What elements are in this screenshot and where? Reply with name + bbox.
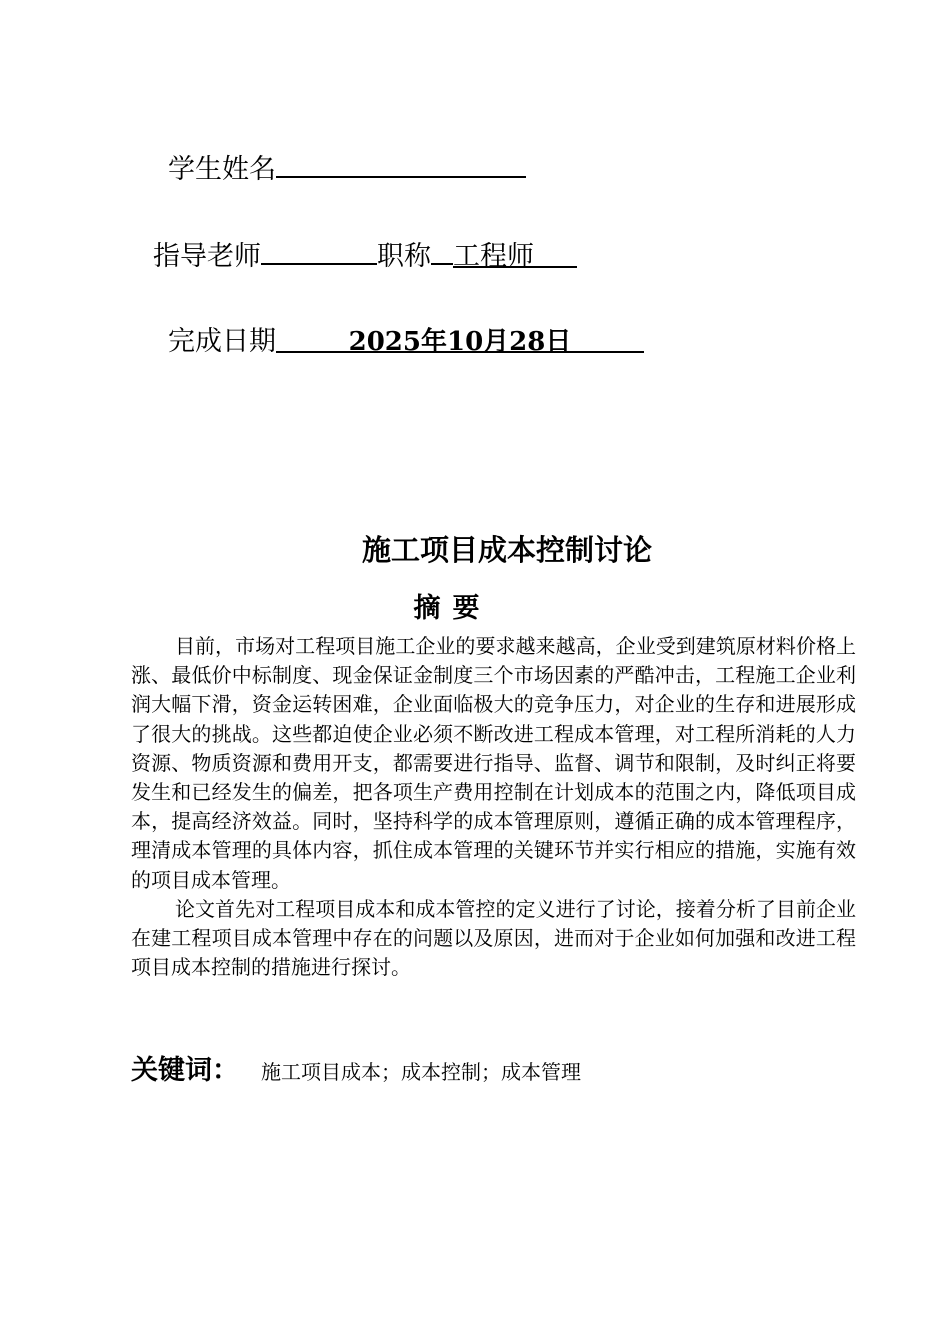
student-name-label: 学生姓名: [168, 154, 276, 185]
abstract-body: [131, 632, 856, 982]
title-rank-field[interactable]: 工程师: [453, 240, 577, 268]
completion-date-label: 完成日期: [168, 326, 276, 357]
completion-date-field[interactable]: 2025年10月28日: [276, 325, 644, 353]
advisor-label: 指导老师: [153, 241, 261, 272]
advisor-field[interactable]: [261, 237, 377, 265]
student-name-row: [168, 150, 526, 187]
student-name-field[interactable]: [276, 150, 526, 178]
paper-title: 施工项目成本控制讨论: [361, 533, 652, 567]
keywords-label: 关键词：: [131, 1055, 239, 1086]
advisor-row: [153, 237, 577, 274]
abstract-paragraph-2: 论文首先对工程项目成本和成本管控的定义进行了讨论，接着分析了目前企业在建工程项目成本管理中存在的问题以及原因，进而对于企业如何加强和改进工程项目成本控制的措施进行探讨。: [131, 896, 856, 980]
title-rank-label: 职称: [377, 241, 431, 272]
abstract-paragraph-1: 目前，市场对工程项目施工企业的要求越来越高，企业受到建筑原材料价格上涨、最低价中标制度、现金保证金制度三个市场因素的严酷冲击，工程施工企业利润大幅下滑，资金运转困难，企业面临极大的竞争压力，对企业的生存和进展形成了很大的挑战。这些都迫使企业必须不断改进工程成本管理，对工程所消耗的人力资源、物质资源和费用开支，都需要进行指导、监督、调节和限制，及时纠正将要发生和已经发生的偏差，把各项生产费用控制在计划成本的范围之内，降低项目成本，提高经济效益。同时，坚持科学的成本管理原则，遵循正确的成本管理程序，理清成本管理的具体内容，抓住成本管理的关键环节并实行相应的措施，实施有效的项目成本管理。: [131, 634, 856, 892]
keywords-text: 施工项目成本；成本控制；成本管理: [261, 1060, 581, 1084]
keywords-row: [131, 1048, 581, 1087]
abstract-heading: 摘要: [413, 593, 492, 624]
title-rank-underline-lead: [431, 237, 453, 265]
completion-date-row: [168, 325, 644, 359]
